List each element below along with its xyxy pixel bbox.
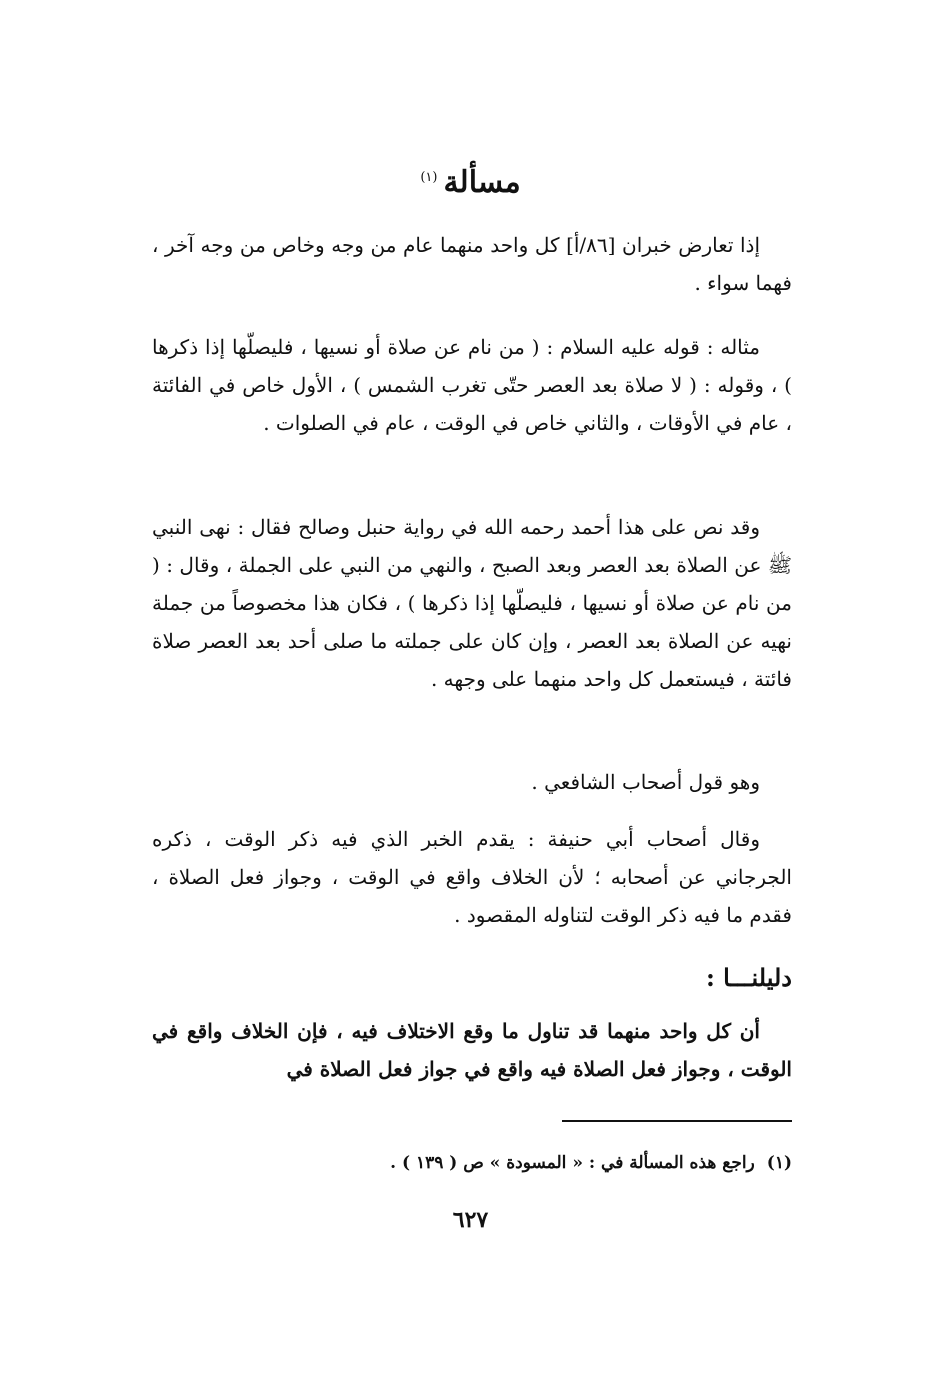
paragraph-4: وهو قول أصحاب الشافعي . <box>531 770 760 794</box>
section-heading: دليلنـــا : <box>705 963 792 992</box>
footnote-divider <box>562 1120 792 1122</box>
title-text: مسألة <box>443 165 521 200</box>
footnote <box>152 1148 792 1178</box>
paragraph-2: مثاله : قوله عليه السلام : ( من نام عن صلاة أو نسيها ، فليصلّها إذا ذكرها ) ، وقوله : ( لا صلاة بعد العصر حتّى تغرب الشمس ) ، الأول خاص في الفائتة ، عام في الأوقات ، والثاني خاص في الوقت ، عام في الصلوات . <box>152 335 792 435</box>
footnote-text: راجع هذه المسألة في : « المسودة » ص ( ١٣٩ ) . <box>390 1153 755 1173</box>
paragraph-5: وقال أصحاب أبي حنيفة : يقدم الخبر الذي فيه ذكر الوقت ، ذكره الجرجاني عن أصحابه ؛ لأن الخلاف واقع في الوقت ، وجواز فعل الصلاة ، فقدم ما فيه ذكر الوقت لتناوله المقصود . <box>152 827 792 927</box>
paragraph-1: إذا تعارض خبران [٨٦/أ] كل واحد منهما عام من وجه وخاص من وجه آخر ، فهما سواء . <box>152 233 792 295</box>
page-title <box>0 158 941 203</box>
paragraph-6: أن كل واحد منهما قد تناول ما وقع الاختلاف فيه ، فإن الخلاف واقع في الوقت ، وجواز فعل الصلاة فيه واقع في جواز فعل الصلاة في <box>152 1019 792 1081</box>
footnote-number: (١) <box>766 1153 792 1173</box>
title-footnote-ref: (١) <box>420 170 438 185</box>
paragraph-3: وقد نص على هذا أحمد رحمه الله في رواية حنبل وصالح فقال : نهى النبي ﷺ عن الصلاة بعد العصر وبعد الصبح ، والنهي من النبي على الجملة ، وقال : ( من نام عن صلاة أو نسيها ، فليصلّها إذا ذكرها ) ، فكان هذا مخصوصاً من جملة نهيه عن الصلاة بعد العصر ، وإن كان على جملته ما صلى أحد بعد العصر صلاة فائتة ، فيستعمل كل واحد منهما على وجهه . <box>152 515 792 691</box>
page-number: ٦٢٧ <box>452 1207 489 1233</box>
